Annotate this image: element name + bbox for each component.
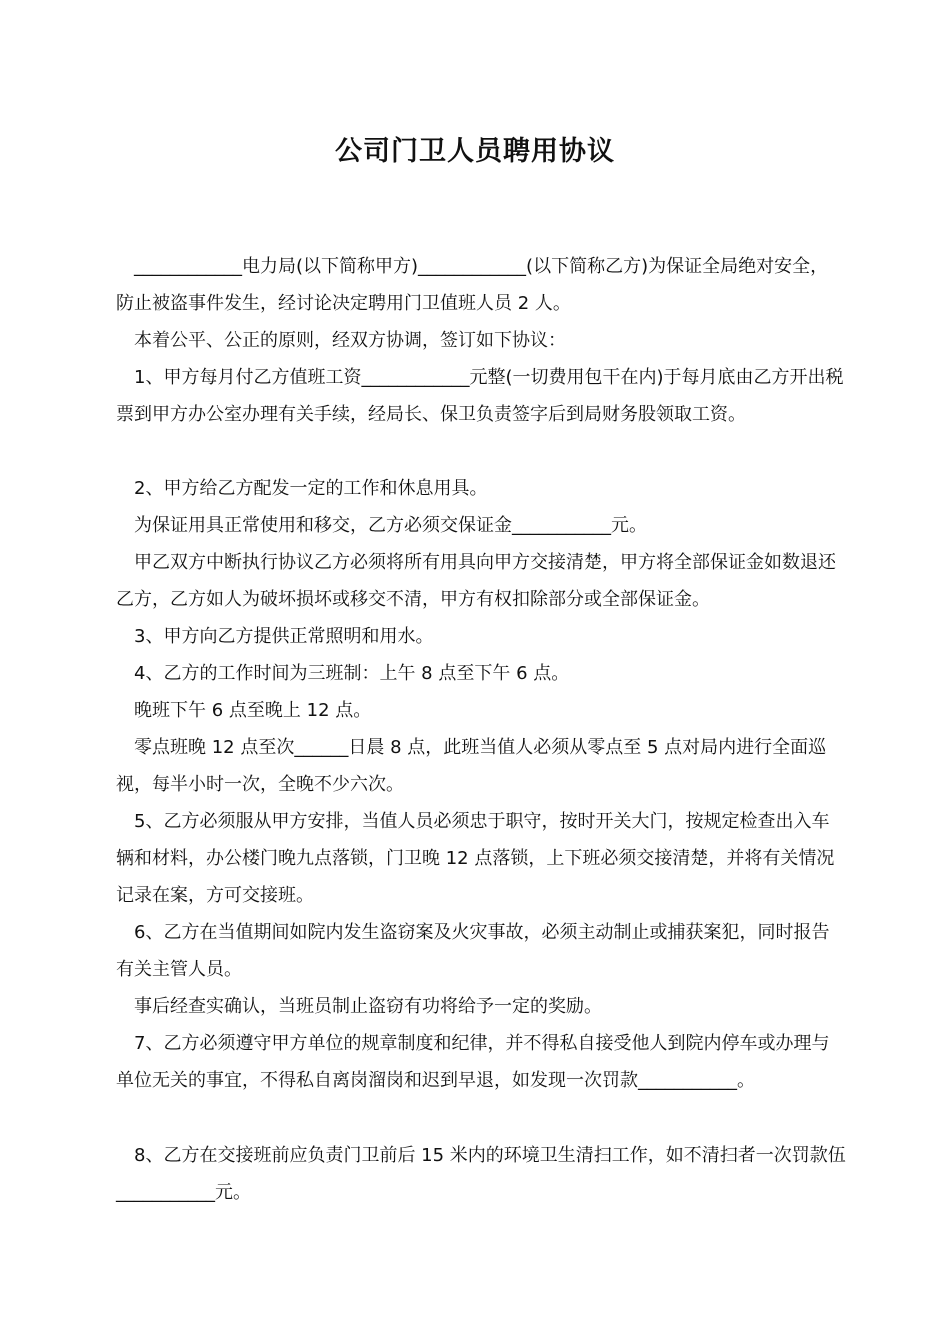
- paragraph-clause-2: 2、甲方给乙方配发一定的工作和休息用具。: [134, 478, 488, 499]
- paragraph-clause-1: 1、甲方每月付乙方值班工资____________元整(一切费用包干在内)于每月底由乙方开出税票到甲方办公室办理有关手续，经局长、保卫负责签字后到局财务股领取工资。: [116, 367, 844, 425]
- paragraph-night-shift: 零点班晚 12 点至次______日晨 8 点，此班当值人必须从零点至 5 点对局内进行全面巡视，每半小时一次，全晚不少六次。: [116, 737, 827, 795]
- paragraph-deposit-return: 甲乙双方中断执行协议乙方必须将所有用具向甲方交接清楚，甲方将全部保证金如数退还乙方，乙方如人为破坏损坏或移交不清，甲方有权扣除部分或全部保证金。: [116, 552, 836, 610]
- paragraph-clause-6: 6、乙方在当值期间如院内发生盗窃案及火灾事故，必须主动制止或捕获案犯，同时报告有关主管人员。: [116, 922, 830, 980]
- paragraph-deposit: 为保证用具正常使用和移交，乙方必须交保证金___________元。: [134, 515, 647, 536]
- paragraph-evening-shift: 晚班下午 6 点至晚上 12 点。: [134, 700, 372, 721]
- paragraph-clause-3: 3、甲方向乙方提供正常照明和用水。: [134, 626, 434, 647]
- document-title: 公司门卫人员聘用协议: [335, 136, 615, 167]
- paragraph-principle: 本着公平、公正的原则，经双方协调，签订如下协议：: [134, 330, 566, 351]
- paragraph-clause-7: 7、乙方必须遵守甲方单位的规章制度和纪律，并不得私自接受他人到院内停车或办理与单位无关的事宜，不得私自离岗溜岗和迟到早退，如发现一次罚款___________。: [116, 1033, 830, 1091]
- paragraph-intro: ____________电力局(以下简称甲方)____________(以下简称乙方)为保证全局绝对安全，防止被盗事件发生，经讨论决定聘用门卫值班人员 2 人。: [116, 256, 829, 314]
- paragraph-clause-5: 5、乙方必须服从甲方安排，当值人员必须忠于职守，按时开关大门，按规定检查出入车辆和材料，办公楼门晚九点落锁，门卫晚 12 点落锁，上下班必须交接清楚，并将有关情况记录在案，方可交接班。: [116, 811, 835, 906]
- paragraph-clause-4: 4、乙方的工作时间为三班制：上午 8 点至下午 6 点。: [134, 663, 570, 684]
- paragraph-clause-8: 8、乙方在交接班前应负责门卫前后 15 米内的环境卫生清扫工作，如不清扫者一次罚款伍___________元。: [116, 1145, 846, 1203]
- paragraph-reward: 事后经查实确认，当班员制止盗窃有功将给予一定的奖励。: [134, 996, 602, 1017]
